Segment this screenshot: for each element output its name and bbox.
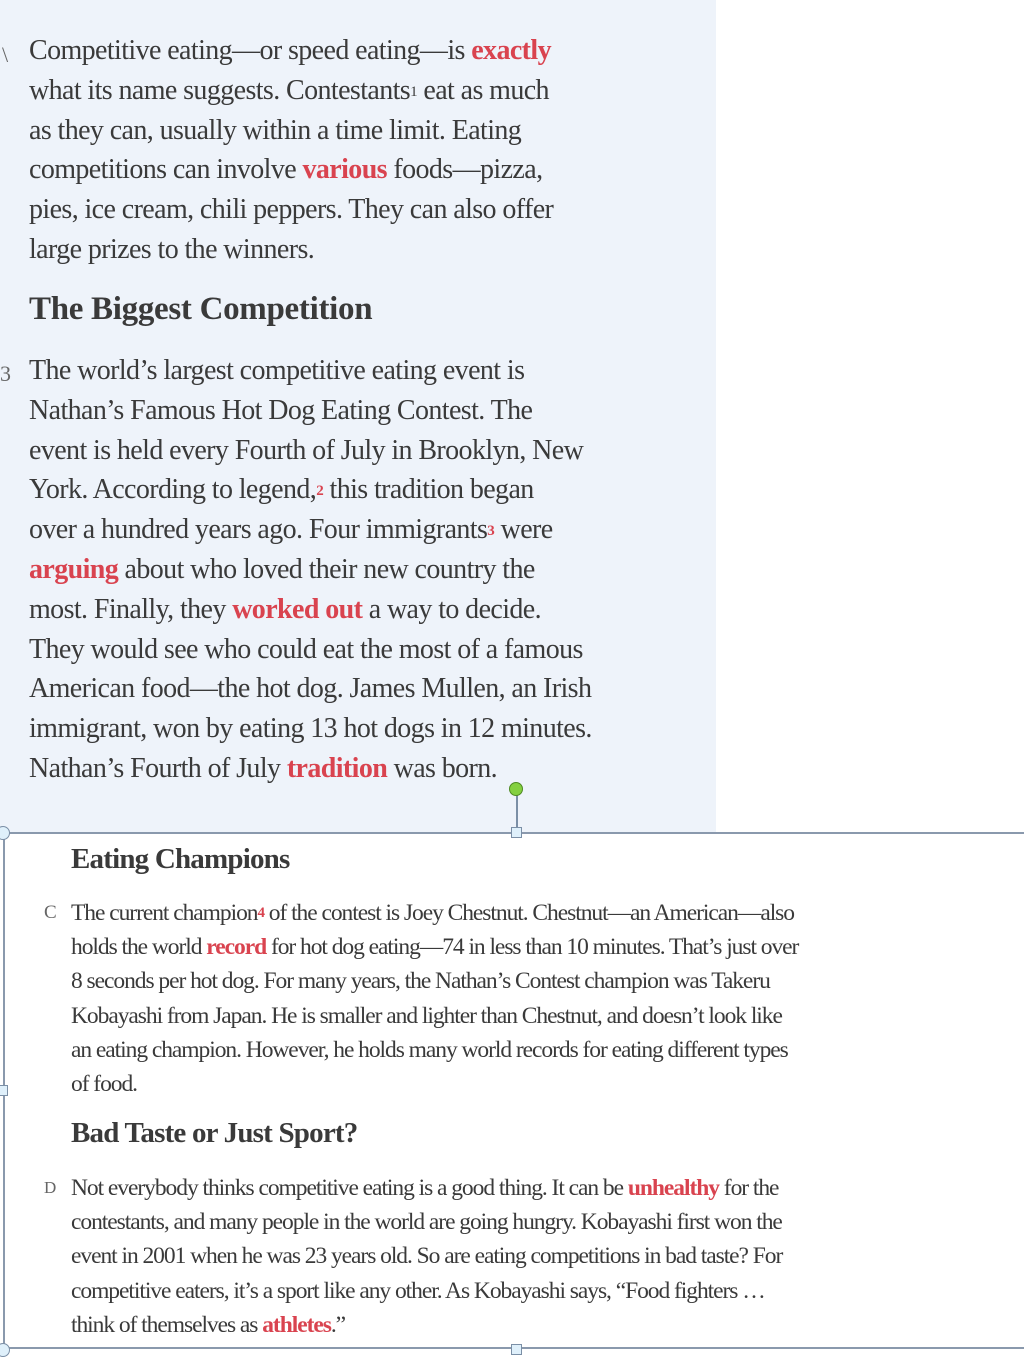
vocabulary-highlight: tradition — [286, 752, 388, 784]
text-line: event is held every Fourth of July in Brooklyn, New — [29, 434, 584, 466]
footnote-marker: 4 — [257, 905, 264, 921]
text-line: York. According to legend,$^2$ this tradition began — [29, 474, 534, 506]
heading-eating-champions: Eating Champions — [71, 843, 290, 875]
text-line: event in 2001 when he was 23 years old. So are eating competitions in bad taste? For — [71, 1243, 783, 1270]
para-marker-c: C — [44, 902, 57, 923]
text-line: Nathan’s Fourth of July tradition was born. — [29, 752, 498, 784]
vocabulary-highlight: exactly — [471, 35, 551, 66]
para-marker-b: 3 — [0, 361, 11, 386]
text-line: arguing about who loved their new country the — [29, 553, 535, 585]
text-line: as they can, usually within a time limit. Eating — [29, 114, 522, 146]
text-line: an eating champion. However, he holds many world records for eating different types — [71, 1036, 788, 1063]
heading-bad-taste: Bad Taste or Just Sport? — [71, 1117, 358, 1149]
text-line: American food—the hot dog. James Mullen, an Irish — [29, 673, 592, 705]
vocabulary-highlight: worked out — [232, 593, 363, 625]
paragraph-d — [71, 1171, 782, 1342]
footnote-marker: 3 — [487, 523, 495, 540]
resize-handle-left[interactable] — [0, 1085, 8, 1096]
heading-biggest-competition: The Biggest Competition — [29, 291, 373, 327]
resize-handle-top[interactable] — [511, 827, 522, 838]
paragraph-b — [29, 351, 592, 789]
vocabulary-highlight: arguing — [29, 553, 119, 585]
text-line: immigrant, won by eating 13 hot dogs in 12 minutes. — [29, 713, 592, 745]
text-line: contestants, and many people in the world are going hungry. Kobayashi first won the — [71, 1209, 782, 1236]
vocabulary-highlight: athletes — [262, 1311, 331, 1338]
resize-handle-bottom-left[interactable] — [0, 1343, 10, 1357]
text-line: Nathan’s Famous Hot Dog Eating Contest. The — [29, 394, 533, 426]
para-marker-a: \ — [2, 42, 9, 67]
text-line: holds the world record for hot dog eating—74 in less than 10 minutes. That’s just over — [71, 934, 799, 961]
text-line: over a hundred years ago. Four immigrants$^3$ were — [29, 514, 553, 546]
text-line: The current champion$^4$ of the contest is Joey Chestnut. Chestnut—an American—also — [71, 900, 794, 926]
vocabulary-highlight: various — [302, 154, 387, 186]
text-line: think of themselves as athletes.” — [71, 1311, 346, 1338]
text-line: 8 seconds per hot dog. For many years, the Nathan’s Contest champion was Takeru — [71, 968, 770, 995]
text-line: of food. — [71, 1071, 138, 1098]
text-line: competitive eaters, it’s a sport like any other. As Kobayashi says, “Food fighters … — [71, 1277, 765, 1304]
text-line: pies, ice cream, chili peppers. They can also offer — [29, 194, 554, 226]
paragraph-c — [71, 896, 798, 1101]
text-line: what its name suggests. Contestants$^1$ eat as much — [29, 74, 549, 106]
text-line: most. Finally, they worked out a way to decide. — [29, 593, 542, 625]
paragraph-a — [29, 31, 553, 270]
text-line: large prizes to the winners. — [29, 233, 315, 265]
text-line: competitions can involve various foods—pizza, — [29, 154, 543, 186]
text-line: The world’s largest competitive eating event is — [29, 355, 525, 386]
text-line: Competitive eating—or speed eating—is exactly — [29, 35, 551, 66]
vocabulary-highlight: unhealthy — [627, 1175, 719, 1201]
footnote-marker: 1 — [410, 83, 417, 100]
footnote-marker: 2 — [316, 483, 324, 500]
resize-handle-bottom[interactable] — [511, 1344, 522, 1355]
vocabulary-highlight: record — [206, 934, 267, 961]
text-line: They would see who could eat the most of a famous — [29, 633, 583, 665]
text-line: Kobayashi from Japan. He is smaller and lighter than Chestnut, and doesn’t look like — [71, 1002, 782, 1029]
text-line: Not everybody thinks competitive eating is a good thing. It can be unhealthy for the — [71, 1175, 779, 1201]
para-marker-d: D — [44, 1178, 57, 1197]
rotate-handle[interactable] — [509, 782, 523, 796]
